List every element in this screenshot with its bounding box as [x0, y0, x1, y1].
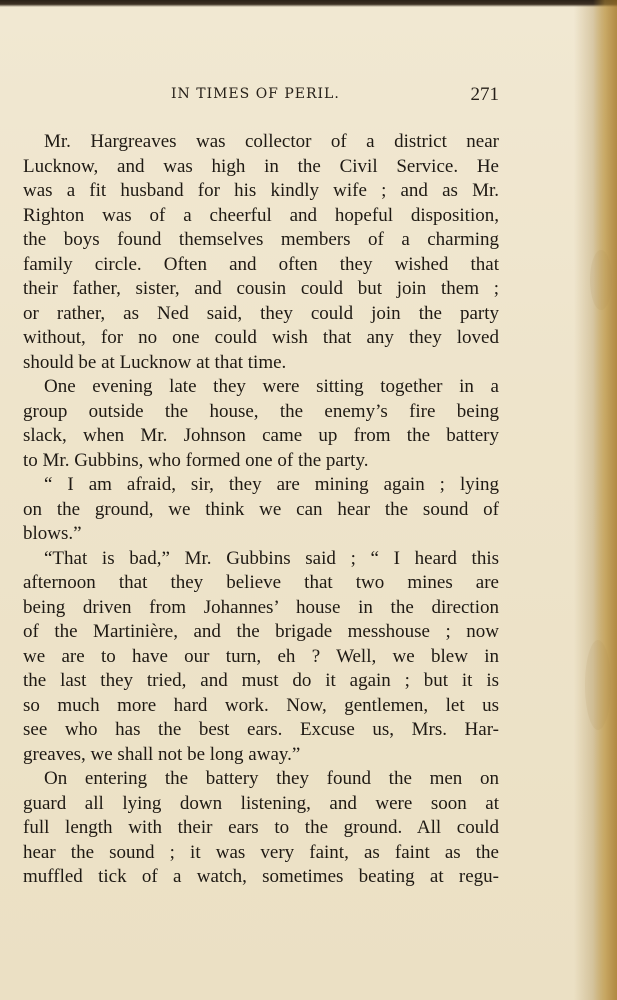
text-line: the last they tried, and must do it again ; but it is: [23, 670, 499, 691]
text-line: we are to have our turn, eh ? Well, we blew in: [23, 645, 499, 667]
text-line: group outside the house, the enemy’s fire being: [23, 400, 499, 422]
page-edge-shading: [593, 0, 617, 1000]
text-line: so much more hard work. Now, gentlemen, let us: [23, 694, 499, 716]
text-line: greaves, we shall not be long away.”: [23, 743, 301, 765]
text-line: slack, when Mr. Johnson came up from the battery: [23, 425, 499, 446]
text-line: or rather, as Ned said, they could join the party: [23, 302, 499, 324]
page-number: 271: [470, 84, 499, 105]
text-line: afternoon that they believe that two mines are: [23, 572, 499, 593]
text-line: Righton was of a cheerful and hopeful disposition,: [23, 204, 499, 226]
text-line: Mr. Hargreaves was collector of a district near: [44, 131, 499, 152]
running-header: [23, 86, 499, 112]
text-line: Lucknow, and was high in the Civil Service. He: [23, 155, 499, 177]
text-line: being driven from Johannes’ house in the direction: [23, 596, 499, 618]
text-line: “ I am afraid, sir, they are mining again ; lying: [44, 474, 499, 495]
text-line: blows.”: [23, 523, 82, 544]
body-text: [23, 130, 499, 890]
text-line: without, for no one could wish that any they loved: [23, 327, 499, 348]
text-line: see who has the best ears. Excuse us, Mrs. Har-: [23, 719, 499, 740]
paper-stain: [590, 250, 612, 310]
text-line: was a fit husband for his kindly wife ; and as Mr.: [23, 180, 499, 201]
text-line: full length with their ears to the ground. All could: [23, 817, 499, 838]
text-line: hear the sound ; it was very faint, as faint as the: [23, 841, 499, 863]
paper-stain: [585, 640, 611, 730]
text-line: On entering the battery they found the men on: [44, 768, 499, 789]
text-line: muffled tick of a watch, sometimes beating at regu-: [23, 866, 499, 887]
text-line: of the Martinière, and the brigade messhouse ; now: [23, 621, 499, 642]
text-line: the boys found themselves members of a charming: [23, 229, 499, 250]
text-line: their father, sister, and cousin could but join them ;: [23, 278, 499, 299]
text-line: One evening late they were sitting together in a: [44, 376, 499, 397]
text-line: “That is bad,” Mr. Gubbins said ; “ I heard this: [44, 547, 499, 569]
text-line: should be at Lucknow at that time.: [23, 351, 287, 373]
text-line: family circle. Often and often they wished that: [23, 253, 499, 275]
text-line: to Mr. Gubbins, who formed one of the party.: [23, 449, 369, 471]
text-line: on the ground, we think we can hear the sound of: [23, 498, 499, 520]
page-top-shadow: [0, 0, 617, 7]
text-line: guard all lying down listening, and were soon at: [23, 792, 499, 814]
running-title: IN TIMES OF PERIL.: [171, 86, 340, 102]
